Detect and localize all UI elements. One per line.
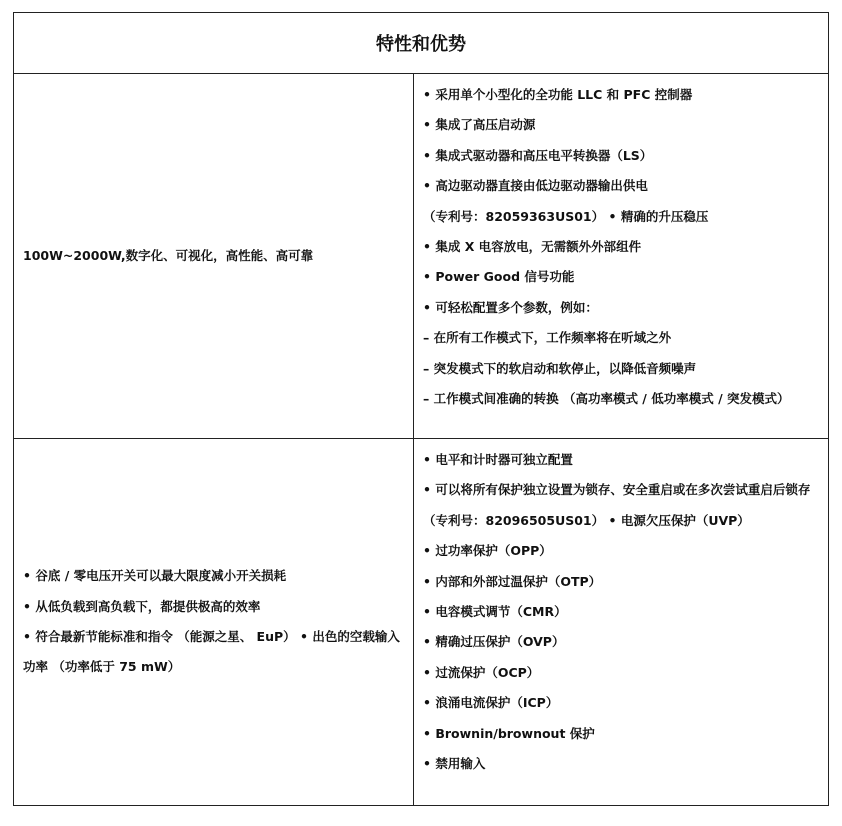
benefit-item: • 符合最新节能标准和指令 （能源之星、 EuP） • 出色的空载输入 [23, 629, 400, 644]
row2-protection-cell [414, 439, 829, 806]
table-row [14, 74, 829, 439]
row2-benefits-cell [14, 439, 414, 806]
protection-item: （专利号：82096505US01） • 电源欠压保护（UVP） [423, 512, 750, 528]
row1-summary-text: 100W~2000W,数字化、可视化，高性能、高可靠 [23, 247, 314, 263]
feature-subitem: – 工作模式间准确的转换 （高功率模式 / 低功率模式 / 突发模式） [423, 391, 790, 407]
feature-item: • 集成 X 电容放电，无需额外外部组件 [423, 239, 642, 255]
protection-item: • 精确过压保护（OVP） [423, 634, 565, 650]
protection-item: • 过流保护（OCP） [423, 664, 540, 680]
benefit-item: • 谷底 / 零电压开关可以最大限度减小开关损耗 [23, 568, 287, 584]
feature-subitem: – 突发模式下的软启动和软停止，以降低音频噪声 [423, 360, 697, 376]
row1-summary-cell [14, 74, 414, 439]
protection-item: • 内部和外部过温保护（OTP） [423, 573, 602, 589]
feature-item: • 可轻松配置多个参数，例如： [423, 299, 598, 315]
row1-features-cell [414, 74, 829, 439]
feature-item: • 集成了高压启动源 [423, 117, 536, 133]
benefit-item: • 从低负载到高负载下，都提供极高的效率 [23, 598, 261, 614]
protection-item: • 过功率保护（OPP） [423, 543, 552, 559]
protection-item: • 禁用输入 [423, 756, 486, 772]
feature-item: • 采用单个小型化的全功能 LLC 和 PFC 控制器 [423, 87, 693, 102]
feature-item: • 集成式驱动器和高压电平转换器（LS） [423, 147, 653, 163]
table-title: 特性和优势 [14, 13, 829, 74]
protection-item: • 可以将所有保护独立设置为锁存、安全重启或在多次尝试重启后锁存 [423, 482, 811, 498]
protection-item: • Brownin/brownout 保护 [423, 725, 595, 741]
protection-item: • 电容模式调节（CMR） [423, 604, 567, 620]
protection-item: • 浪涌电流保护（ICP） [423, 695, 559, 711]
feature-item: • Power Good 信号功能 [423, 269, 575, 285]
protection-item: • 电平和计时器可独立配置 [423, 452, 573, 467]
feature-item: （专利号：82059363US01） • 精确的升压稳压 [423, 208, 709, 224]
features-table [13, 12, 829, 806]
table-row [14, 439, 829, 806]
feature-subitem: – 在所有工作模式下，工作频率将在听域之外 [423, 330, 672, 346]
feature-item: • 高边驱动器直接由低边驱动器输出供电 [423, 178, 648, 194]
benefit-item-continuation: 功率 （功率低于 75 mW） [23, 659, 181, 675]
